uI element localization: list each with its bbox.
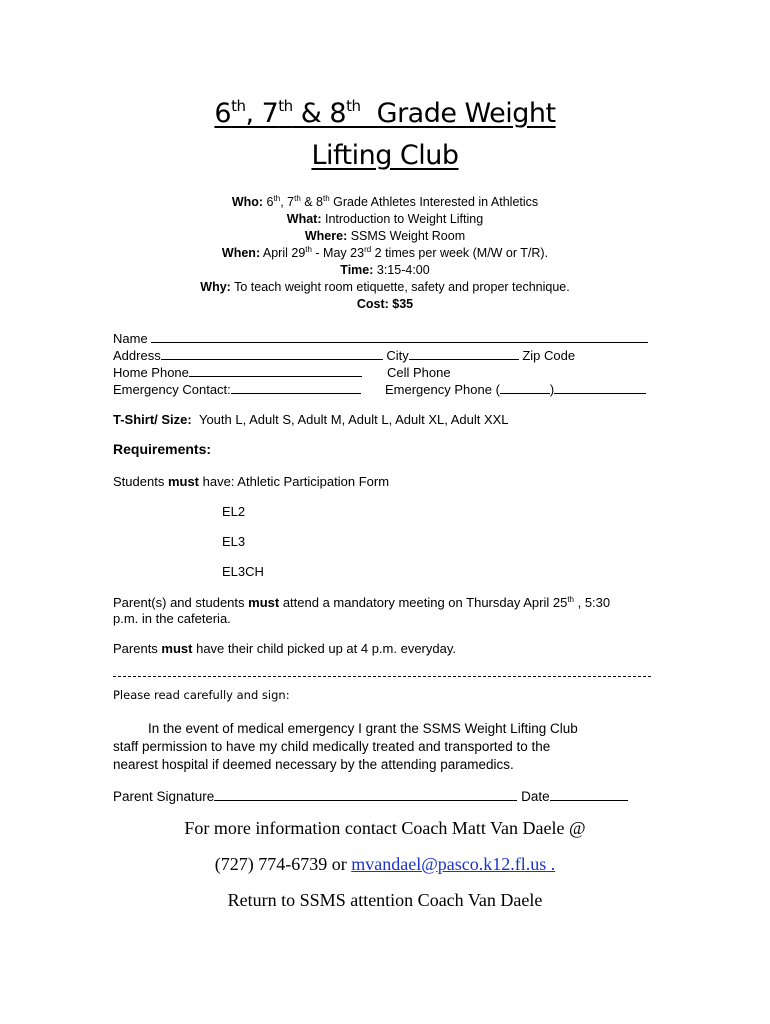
parent-signature-field[interactable]: Parent Signature Date [113,789,628,804]
cell-phone-field[interactable]: Cell Phone [387,365,451,380]
pickup-notice: Parents must have their child picked up at 4 p.m. everyday. [113,641,456,656]
info-who: Who: 6th, 7th & 8th Grade Athletes Interested in Athletics [231,194,539,209]
contact-phone-email: (727) 774-6739 or mvandael@pasco.k12.fl.us . [214,854,556,874]
requirements-heading: Requirements: [113,441,212,457]
consent-line: In the event of medical emergency I grant the SSMS Weight Lifting Club [148,721,578,736]
page-title: 6th, 7th & 8th Grade Weight [214,97,556,129]
students-requirement: Students must have: Athletic Participation Form [113,474,390,489]
info-why: Why: To teach weight room etiquette, safety and proper technique. [200,280,570,294]
requirement-item: EL3 [222,534,246,549]
meeting-notice-line-2: p.m. in the cafeteria. [113,611,231,626]
emergency-phone-field[interactable]: Emergency Phone ( ) [385,382,646,397]
info-when: When: April 29th - May 23rd 2 times per week (M/W or T/R). [221,245,549,260]
consent-paragraph [113,720,653,774]
requirement-item: EL2 [222,504,246,519]
page-title-line-2: Lifting Club [311,140,459,171]
name-field[interactable]: Name [113,331,648,346]
info-cost: Cost: $35 [356,297,414,311]
email-link-tail: . [546,854,556,874]
return-instructions: Return to SSMS attention Coach Van Daele [227,890,543,910]
consent-line: nearest hospital if deemed necessary by the attending paramedics. [113,757,514,772]
info-time: Time: 3:15-4:00 [340,263,430,277]
info-where: Where: SSMS Weight Room [304,229,466,243]
info-what: What: Introduction to Weight Lifting [286,212,484,226]
separator-line [113,676,651,677]
tshirt-size: T-Shirt/ Size: Youth L, Adult S, Adult M, Adult L, Adult XL, Adult XXL [113,412,509,427]
address-field[interactable]: Address City Zip Code [113,348,576,363]
sign-instruction: Please read carefully and sign: [113,688,290,702]
requirement-item: EL3CH [222,564,264,579]
contact-info: For more information contact Coach Matt Van Daele @ [184,818,586,838]
emergency-contact-field[interactable]: Emergency Contact: [113,382,361,397]
consent-line: staff permission to have my child medically treated and transported to the [113,739,551,754]
email-link[interactable]: mvandael@pasco.k12.fl.us [351,854,547,874]
home-phone-field[interactable]: Home Phone [113,365,362,380]
meeting-notice: Parent(s) and students must attend a mandatory meeting on Thursday April 25th , 5:30 [113,595,611,610]
